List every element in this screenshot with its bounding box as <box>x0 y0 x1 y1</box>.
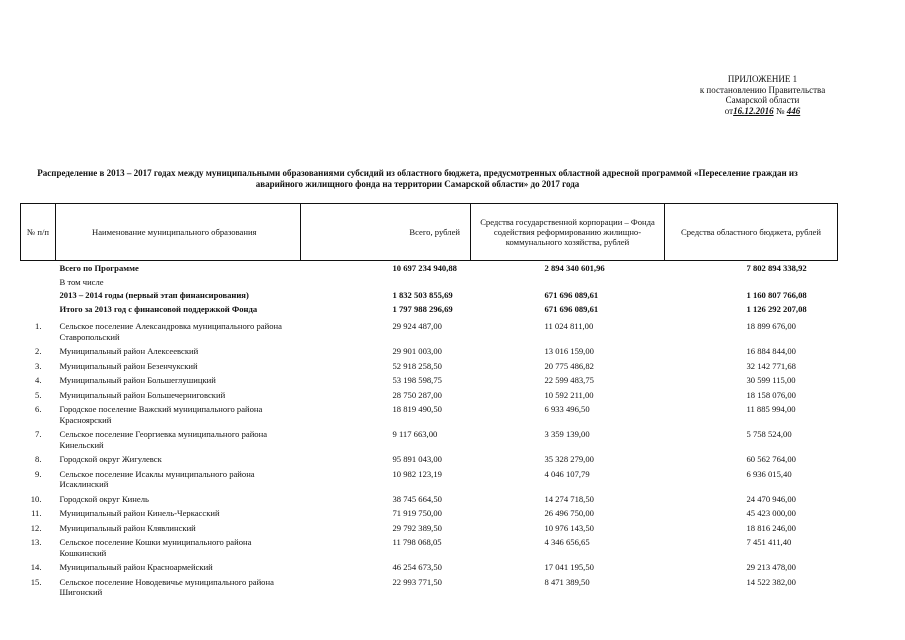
row-fund: 8 471 389,50 <box>544 576 590 587</box>
row-num: 5. <box>35 389 42 400</box>
row-regional: 45 423 000,00 <box>746 508 796 518</box>
row-regional: 24 470 946,00 <box>746 493 796 504</box>
header-fund: Средства государственной корпорации – Фонда содействия реформированию жилищно-коммунального хозяйства, рублей <box>471 204 665 261</box>
summary-total-label: Всего по Программе <box>59 263 139 273</box>
row-fund: 13 016 159,00 <box>544 346 594 356</box>
row-regional: 18 816 246,00 <box>746 522 796 533</box>
table-row <box>21 315 838 342</box>
table-row <box>21 533 838 558</box>
row-name: Муниципальный район Безенчукский <box>59 360 198 371</box>
resolution-number: 446 <box>786 105 801 116</box>
row-fund: 22 599 483,75 <box>544 375 594 385</box>
summary-total-fund: 2 894 340 601,96 <box>544 263 605 273</box>
row-regional: 5 758 524,00 <box>746 429 792 439</box>
row-name: Сельское поселение Георгиевка муниципального района Кинельский <box>59 429 268 450</box>
row-fund: 10 592 211,00 <box>544 389 594 400</box>
table-row <box>21 371 838 386</box>
row-total: 71 919 750,00 <box>392 508 442 518</box>
table-header-row <box>21 204 838 261</box>
row-regional: 18 158 076,00 <box>746 389 796 400</box>
row-name: Муниципальный район Кинель-Черкасский <box>59 508 220 518</box>
summary-stage-row <box>21 288 838 302</box>
row-fund: 4 046 107,79 <box>544 468 590 479</box>
row-name: Муниципальный район Клявлинский <box>59 522 196 533</box>
row-num: 13. <box>30 537 42 547</box>
row-total: 9 117 663,00 <box>392 429 438 439</box>
row-num: 2. <box>35 346 42 356</box>
row-total: 28 750 287,00 <box>392 389 442 400</box>
row-num: 6. <box>35 404 42 414</box>
table-row <box>21 504 838 519</box>
row-regional: 14 522 382,00 <box>746 576 796 587</box>
date-prefix: от <box>724 105 734 116</box>
appendix-resolution: к постановлению Правительства <box>699 84 826 95</box>
row-name: Муниципальный район Большеглушицкий <box>59 375 216 385</box>
row-total: 53 198 598,75 <box>392 375 442 385</box>
row-fund: 6 933 496,50 <box>544 404 590 414</box>
summary-stage-total: 1 832 503 855,69 <box>392 290 453 300</box>
row-name: Муниципальный район Красноармейский <box>59 562 213 572</box>
row-fund: 35 328 279,00 <box>544 454 594 464</box>
row-name: Городской округ Жигулевск <box>59 454 162 464</box>
row-regional: 16 884 844,00 <box>746 346 796 356</box>
distribution-table-wrap <box>20 203 837 598</box>
row-regional: 7 451 411,40 <box>746 537 792 547</box>
row-name: Сельское поселение Александровка муниципального района Ставропольский <box>59 321 282 342</box>
row-num: 12. <box>30 522 42 533</box>
row-total: 38 745 664,50 <box>392 493 442 504</box>
header-regional: Средства областного бюджета, рублей <box>665 204 838 261</box>
distribution-table <box>20 203 838 598</box>
summary-year-label: Итого за 2013 год с финансовой поддержкой Фонда <box>59 303 258 314</box>
table-row <box>21 450 838 465</box>
summary-stage-regional: 1 160 807 766,08 <box>746 290 807 300</box>
resolution-date: 16.12.2016 <box>733 105 774 116</box>
table-row <box>21 558 838 573</box>
appendix-date-line <box>640 106 885 117</box>
row-num: 7. <box>35 429 42 439</box>
table-row <box>21 573 838 598</box>
row-total: 52 918 258,50 <box>392 360 442 371</box>
row-num: 15. <box>30 576 42 587</box>
row-regional: 11 885 994,00 <box>746 404 796 414</box>
table-row <box>21 519 838 534</box>
row-total: 22 993 771,50 <box>392 576 442 587</box>
summary-total-value: 10 697 234 940,88 <box>392 263 457 273</box>
table-row <box>21 490 838 505</box>
table-row <box>21 465 838 490</box>
including-row <box>21 275 838 289</box>
appendix-block <box>640 74 885 116</box>
header-name: Наименование муниципального образования <box>56 204 301 261</box>
row-total: 95 891 043,00 <box>392 454 442 464</box>
row-fund: 11 024 811,00 <box>544 321 594 331</box>
table-row <box>21 425 838 450</box>
number-prefix: № <box>775 105 785 116</box>
row-regional: 29 213 478,00 <box>746 562 796 572</box>
row-total: 46 254 673,50 <box>392 562 442 572</box>
summary-year-row <box>21 302 838 316</box>
including-label: В том числе <box>59 276 104 287</box>
table-row <box>21 357 838 372</box>
row-name: Городской округ Кинель <box>59 493 149 504</box>
summary-year-fund: 671 696 089,61 <box>544 303 599 314</box>
row-fund: 3 359 139,00 <box>544 429 590 439</box>
row-regional: 60 562 764,00 <box>746 454 796 464</box>
row-num: 11. <box>31 508 42 518</box>
row-regional: 30 599 115,00 <box>746 375 796 385</box>
row-total: 29 901 003,00 <box>392 346 442 356</box>
row-num: 10. <box>30 493 42 504</box>
row-name: Сельское поселение Кошки муниципального района Кошкинский <box>59 537 252 558</box>
appendix-region: Самарской области <box>725 95 800 105</box>
table-body <box>21 261 838 598</box>
row-total: 29 792 389,50 <box>392 522 442 533</box>
row-name: Городское поселение Важский муниципального района Красноярский <box>59 404 263 425</box>
row-name: Муниципальный район Алексеевский <box>59 346 199 356</box>
row-fund: 17 041 195,50 <box>544 562 594 572</box>
row-fund: 14 274 718,50 <box>544 493 594 504</box>
row-total: 10 982 123,19 <box>392 468 442 479</box>
header-total: Всего, рублей <box>301 204 471 261</box>
row-regional: 18 899 676,00 <box>746 321 796 331</box>
header-num: № п/п <box>21 204 56 261</box>
row-name: Сельское поселение Исаклы муниципального района Исаклинский <box>59 468 255 489</box>
row-fund: 10 976 143,50 <box>544 522 594 533</box>
row-regional: 32 142 771,68 <box>746 360 796 371</box>
summary-total-regional: 7 802 894 338,92 <box>746 263 807 273</box>
row-name: Муниципальный район Большечерниговский <box>59 389 226 400</box>
row-num: 4. <box>35 375 42 385</box>
summary-stage-fund: 671 696 089,61 <box>544 290 599 300</box>
row-name: Сельское поселение Новодевичье муниципального района Шигонский <box>59 576 274 597</box>
row-num: 1. <box>35 321 42 331</box>
table-row <box>21 400 838 425</box>
document-title: Распределение в 2013 – 2017 годах между муниципальными образованиями субсидий из областного бюджета, предусмотренных областной адресной программой «Переселение граждан из аварийного жилищного фонда на территории Самарской области» до 2017 года <box>37 168 798 189</box>
row-total: 29 924 487,00 <box>392 321 442 331</box>
row-fund: 26 496 750,00 <box>544 508 594 518</box>
row-num: 8. <box>35 454 42 464</box>
table-row <box>21 386 838 401</box>
row-regional: 6 936 015,40 <box>746 468 792 479</box>
table-row <box>21 342 838 357</box>
row-total: 11 798 068,05 <box>392 537 442 547</box>
row-num: 9. <box>35 468 42 479</box>
row-total: 18 819 490,50 <box>392 404 442 414</box>
summary-year-regional: 1 126 292 207,08 <box>746 303 807 314</box>
row-num: 14. <box>30 562 42 572</box>
row-fund: 4 346 656,65 <box>544 537 590 547</box>
appendix-title: ПРИЛОЖЕНИЕ 1 <box>727 74 798 84</box>
summary-total-row <box>21 261 838 275</box>
summary-year-total: 1 797 988 296,69 <box>392 303 453 314</box>
row-num: 3. <box>35 360 42 371</box>
row-fund: 20 775 486,82 <box>544 360 594 371</box>
summary-stage-label: 2013 – 2014 годы (первый этап финансирования) <box>59 290 249 300</box>
